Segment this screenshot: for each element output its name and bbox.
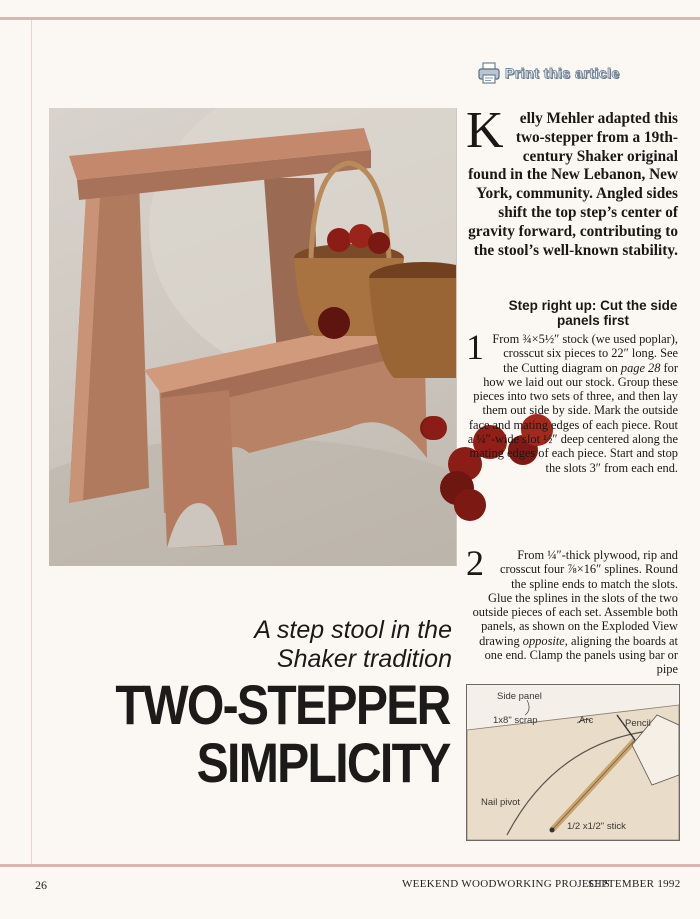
step-stool-photo [49,108,457,566]
step-1-text-b: for how we laid out our stock. Group these pieces into two sets of three, and then lay them out side by side. Mark the outside face and mating edges of each piece. Rout a ¼″-wide slot ½″ deep centered along the mating edges of each piece. Start and stop the slots 3″ from each end. [467,360,678,475]
left-margin-rule [31,20,32,864]
intro-text: elly Mehler adapted this two-stepper from a 19th-century Shaker original found in the New Lebanon, New York, community. Angled sides shift the top step’s center of gravity forward, contributing to the stool’s well-known stability. [468,110,678,259]
step-2-number: 2 [466,543,484,583]
step-2-text-b: , aligning the boards at one end. Clamp the panels using bar or pipe [484,633,678,677]
nail-pivot-label: Nail pivot [481,797,521,808]
cutting-diagram-page-link[interactable]: page 28 [620,360,661,375]
intro-dropcap: K [466,102,504,159]
article-subtitle [180,616,452,674]
scrap-label: 1x8" scrap [493,715,538,726]
subtitle-line-2: Shaker tradition [276,645,452,673]
arc-label: Arc [579,715,594,726]
exploded-view-link[interactable]: opposite [522,633,565,648]
stick-label: 1/2 x1/2" stick [567,821,626,832]
step-1-text-a: From ¾×5½″ stock (we used poplar), crosscut six pieces to 22″ long. See the Cutting diagram on [492,332,678,375]
step-1-number: 1 [466,327,484,367]
step-1-paragraph [466,327,678,475]
intro-paragraph [466,102,678,260]
title-line-1: TWO-STEPPER [115,673,450,736]
step-2-paragraph [466,543,678,677]
printer-icon [477,61,501,85]
article-title [115,673,450,794]
pencil-label: Pencil [625,718,651,729]
bottom-rule [0,864,700,867]
title-line-2: SIMPLICITY [196,731,450,794]
arc-layout-diagram [466,684,680,841]
subtitle-line-1: A step stool in the [254,616,452,644]
publication-name: WEEKEND WOODWORKING PROJECTS [402,878,611,890]
issue-date: SEPTEMBER 1992 [588,878,681,890]
side-panel-label: Side panel [497,691,542,702]
print-article-label: Print this article [505,65,620,81]
top-rule [0,17,700,20]
print-article-button[interactable] [477,60,632,86]
page-number: 26 [35,878,47,892]
step-2-text-a: From ¼″-thick plywood, rip and crosscut four ⅞×16″ splines. Round the spline ends to match the slots. Glue the splines in the slots of the two outside pieces of each set. Assemble both panels, as shown on the Exploded View drawing [472,548,678,648]
section-heading: Step right up: Cut the side panels first [508,298,678,328]
